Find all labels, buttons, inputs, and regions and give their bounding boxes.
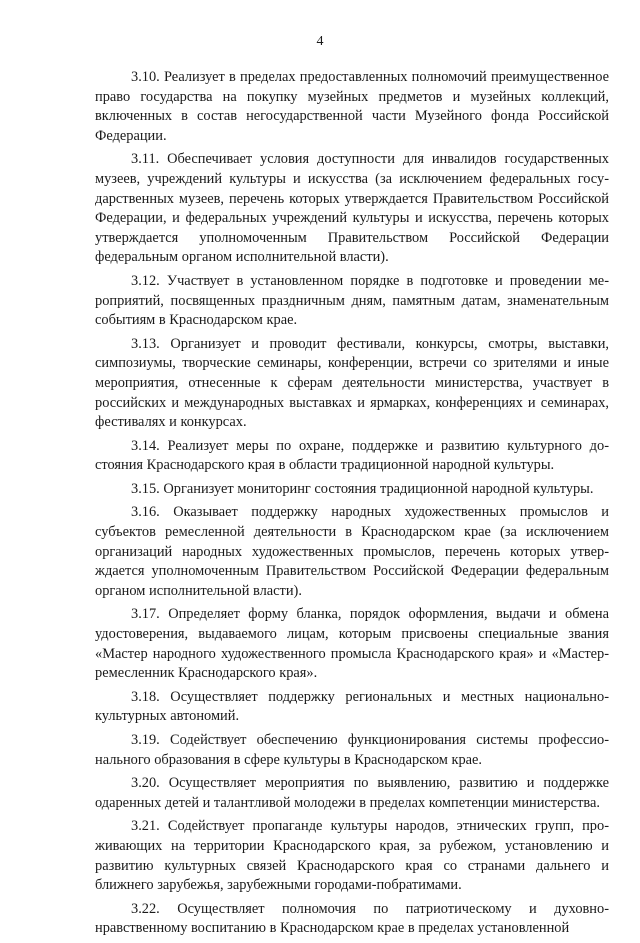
document-body [95, 68, 609, 943]
paragraph-3-22: 3.22. Осуществляет полномочия по патриотическому и духовно-нравственному воспитанию в Краснодарском крае в пределах установленной [95, 900, 609, 937]
paragraph-3-17: 3.17. Определяет форму бланка, порядок оформления, выдачи и обмена удостоверения, выдаваемого лицам, которым присвоены специальные звания «Мастер народного художественного промысла Краснодарского края» и «Мастер-ремесленник Краснодарского края». [95, 606, 609, 682]
paragraph-3-18: 3.18. Осуществляет поддержку региональных и местных национально-культурных автономий. [95, 688, 609, 725]
paragraph-3-11: 3.11. Обеспечивает условия доступности для инвалидов государственных музеев, учреждений культуры и искусства (за исключением федеральных государственных музеев, перечень которых утверждается Правительством Российской Федерации, и федеральных учреждений культуры и искусства, перечень которых утверждается уполномоченным Правительством Российской Федерации федеральным органом исполнительной власти). [95, 151, 609, 266]
paragraph-3-19: 3.19. Содействует обеспечению функционирования системы профессионального образования в сфере культуры в Краснодарском крае. [95, 732, 609, 768]
paragraph-3-21: 3.21. Содействует пропаганде культуры народов, этнических групп, проживающих на территории Краснодарского края, за рубежом, установлению и развитию культурных связей Краснодарского края со странами дальнего и ближнего зарубежья, зарубежными городами-побратимами. [95, 818, 609, 894]
paragraph-3-20: 3.20. Осуществляет мероприятия по выявлению, развитию и поддержке одаренных детей и талантливой молодежи в пределах компетенции министерства. [95, 775, 609, 811]
paragraph-3-16: 3.16. Оказывает поддержку народных художественных промыслов и субъектов ремесленной деятельности в Краснодарском крае (за исключением организаций народных художественных промыслов, перечень которых утверждается уполномоченным Правительством Российской Федерации федеральным органом исполнительной власти). [95, 504, 609, 599]
paragraph-3-10: 3.10. Реализует в пределах предоставленных полномочий преимущественное право государства на покупку музейных предметов и музейных коллекций, включенных в состав негосударственной части Музейного фонда Российской Федерации. [95, 69, 609, 144]
paragraph-3-13: 3.13. Организует и проводит фестивали, конкурсы, смотры, выставки, симпозиумы, творческие семинары, конференции, встречи со зрителями и иные мероприятия, отнесенные к сферам деятельности министерства, участвует в российских и международных выставках и ярмарках, конференциях и семинарах, фестивалях и конкурсах. [95, 335, 609, 431]
paragraph-3-12: 3.12. Участвует в установленном порядке в подготовке и проведении мероприятий, посвященных праздничным дням, памятным датам, знаменательным событиям в Краснодарском крае. [95, 272, 609, 329]
paragraph-3-14: 3.14. Реализует меры по охране, поддержке и развитию культурного достояния Краснодарского края в области традиционной народной культуры. [95, 437, 609, 474]
page-number: 4 [316, 34, 324, 49]
paragraph-3-15: 3.15. Организует мониторинг состояния традиционной народной культуры. [131, 480, 594, 497]
